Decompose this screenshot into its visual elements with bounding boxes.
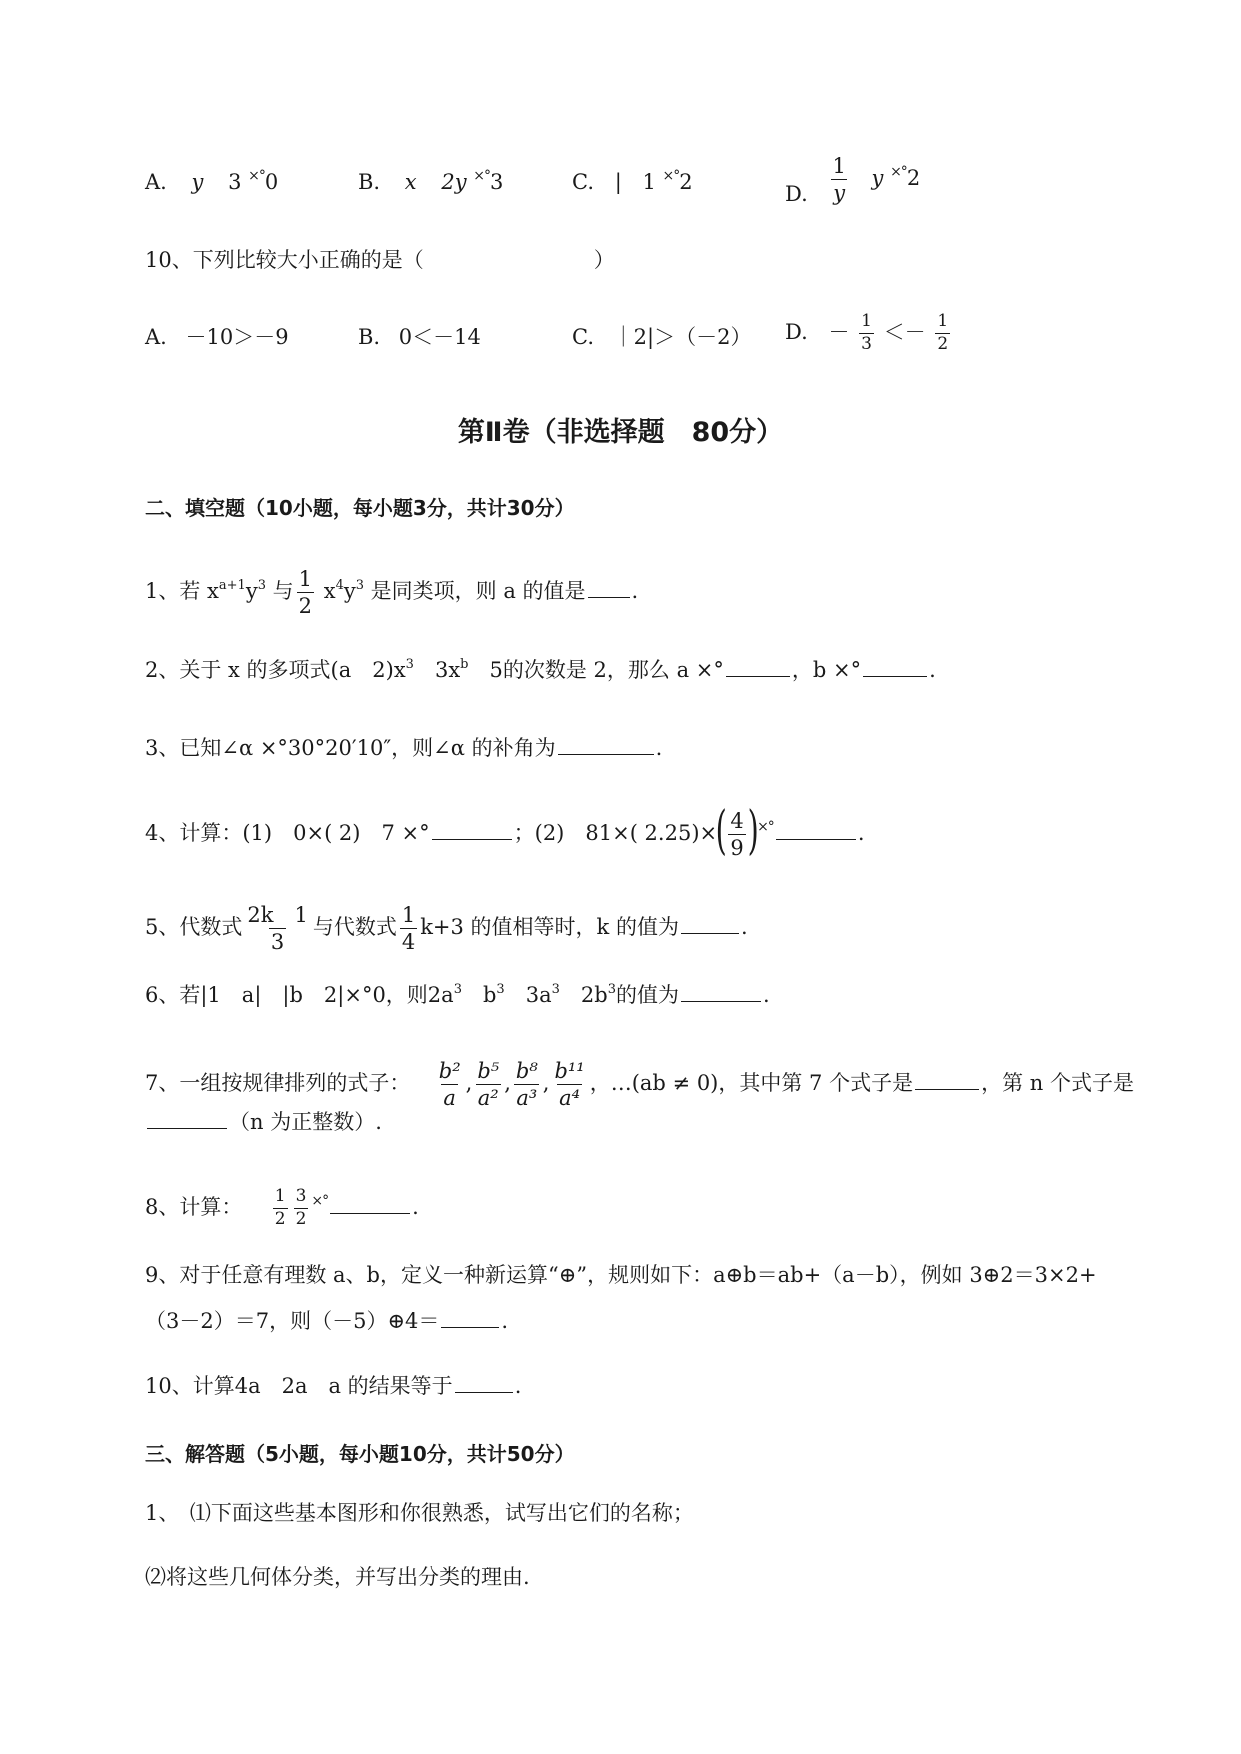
q10-option-b (358, 327, 481, 348)
option-text: － (828, 319, 850, 344)
fraction (514, 1060, 540, 1109)
left-paren: ( (715, 800, 727, 861)
superscript: 4 (335, 578, 344, 594)
fill-q5 (145, 904, 748, 953)
option-letter: A. (145, 325, 167, 349)
fraction-denominator: 2 (937, 333, 949, 354)
garbled-glyph: ×° (473, 168, 490, 184)
expr: y (871, 166, 884, 191)
superscript: 3 (496, 982, 505, 997)
expr: 0 (264, 170, 279, 194)
question-text: x (317, 579, 336, 604)
expr: 1 (642, 170, 656, 194)
superscript: 3 (453, 982, 462, 997)
answer-blank[interactable] (726, 658, 790, 677)
fraction (728, 810, 745, 859)
question-text: 8、计算： (145, 1194, 243, 1219)
fill-q7-line2 (145, 1110, 382, 1133)
fraction (273, 1188, 288, 1229)
expr: 2 (906, 166, 921, 191)
question-text: ，b ×° (791, 658, 862, 682)
question-text: 的值为 (615, 983, 679, 1007)
question-text: y (343, 579, 356, 604)
answer-blank[interactable] (588, 579, 630, 598)
question-text: 5的次数是 2，那么 a ×° (468, 658, 724, 682)
fraction-denominator: 2 (298, 594, 313, 619)
question-text: 10、计算4a 2a a 的结果等于 (145, 1374, 453, 1398)
question-text: . (857, 821, 865, 846)
q9-option-b (358, 168, 504, 194)
question-text: 是同类项，则 a 的值是 (364, 579, 586, 604)
question-text: 9、对于任意有理数 a、b，定义一种新运算“⊕”，规则如下：a⊕b＝ab+（a－b），例如 3⊕2＝3×2+ (145, 1263, 1097, 1287)
fill-q1 (145, 568, 638, 617)
answer-blank[interactable] (776, 821, 856, 840)
question-text: 4、计算：(1) 0×( 2) 7 ×° (145, 821, 430, 846)
question-text: ；(2) 81×( 2.25)× (513, 821, 718, 846)
answer-blank[interactable] (432, 821, 512, 840)
fraction (552, 1060, 586, 1109)
answer-blank[interactable] (681, 983, 761, 1002)
option-text: ＜－ (883, 319, 926, 344)
fraction (245, 904, 309, 953)
section3-heading: 三、解答题（5小题，每小题10分，共计50分） (145, 1442, 575, 1466)
option-letter: C. (572, 170, 594, 194)
superscript: a+1 (218, 578, 246, 594)
superscript: 3 (551, 982, 560, 997)
question-text: . (762, 983, 770, 1007)
fraction (437, 1060, 463, 1109)
question-text: . (655, 736, 663, 760)
fraction (859, 313, 874, 354)
fraction-denominator: y (833, 181, 846, 206)
answer-blank[interactable] (681, 915, 739, 934)
question-text: . (501, 1309, 509, 1333)
fraction-numerator: 3 (295, 1186, 307, 1206)
question-text: y (245, 579, 258, 604)
garbled-glyph: ×° (311, 1192, 329, 1209)
fraction (297, 568, 314, 617)
expr: 3 (489, 170, 504, 194)
option-letter: D. (785, 319, 808, 344)
question-text: . (631, 579, 639, 604)
option-letter: B. (358, 170, 381, 194)
fraction-numerator: b¹¹ (554, 1059, 585, 1083)
option-letter: B. (358, 325, 381, 349)
answer-blank[interactable] (330, 1195, 410, 1214)
q9-option-a (145, 168, 279, 194)
fraction (475, 1060, 501, 1109)
expr: 2 (679, 170, 693, 194)
option-text: －10＞－9 (185, 325, 289, 349)
question-text: . (740, 915, 748, 940)
question-text: b (461, 983, 497, 1007)
option-text: ｜2|＞（－2） (612, 325, 752, 349)
fill-q7: 7、一组按规律排列的式子： $\frac{\text{b²}}{a}$ , $\frac{\text{b⁵}}{\text{a²}}$ , $\frac{\text{b⁸}}{\text{a³}}$ , $\frac{\text{b¹¹}}{\text{a⁴}}$ ，…(ab ≠ 0)，其中第 7 个式子是 ，第 n 个式子是 (145, 1059, 1134, 1111)
fraction-numerator: b² (438, 1059, 461, 1083)
fraction-denominator: 4 (401, 930, 416, 955)
part2-title: 第Ⅱ卷（非选择题 80分） (457, 417, 784, 448)
fill-q3 (145, 736, 662, 759)
solve-q1-line1: 1、 ⑴下面这些基本图形和你很熟悉，试写出它们的名称； (145, 1501, 694, 1525)
fill-q2 (145, 658, 936, 681)
answer-blank[interactable] (441, 1309, 499, 1328)
question-text: 3a (504, 983, 552, 1007)
fraction (830, 155, 847, 204)
fill-q10 (145, 1374, 521, 1397)
superscript: b (460, 657, 469, 672)
q10-option-a (145, 327, 289, 348)
fraction-denominator: 2 (274, 1208, 286, 1229)
question-text: . (412, 1194, 419, 1219)
question-text: 与 (265, 579, 294, 604)
fraction-denominator: a² (477, 1086, 499, 1111)
superscript: 3 (355, 578, 364, 594)
question-text: （3－2）＝7，则（－5）⊕4＝ (145, 1309, 440, 1333)
fraction-denominator: a³ (516, 1086, 538, 1111)
question-text: 3、已知∠α ×°30°20′10″，则∠α 的补角为 (145, 736, 556, 760)
fraction-numerator: b⁸ (515, 1059, 538, 1083)
garbled-glyph: ×° (890, 164, 907, 181)
expr: 3 (228, 170, 242, 194)
fraction-numerator: 1 (401, 903, 416, 927)
expr: 2y (441, 170, 467, 194)
option-letter: C. (572, 325, 594, 349)
question-text: ，第 n 个式子是 (981, 1071, 1134, 1096)
expr: x (404, 170, 417, 194)
q10-option-c (572, 327, 751, 348)
solve-q1-line2: ⑵将这些几何体分类，并写出分类的理由. (145, 1565, 530, 1589)
question-text: 6、若|1 a| |b 2|×°0，则2a (145, 983, 454, 1007)
section2-heading: 二、填空题（10小题，每小题3分，共计30分） (145, 496, 575, 520)
fraction-numerator: 1 (861, 311, 872, 331)
fill-q9-line2 (145, 1309, 508, 1332)
question-text: 7、一组按规律排列的式子： (145, 1071, 411, 1096)
expr: y (191, 170, 204, 194)
fraction-numerator: 1 (274, 1186, 286, 1206)
expr: | (614, 170, 622, 194)
question-text: 2b (559, 983, 608, 1007)
fill-q9 (145, 1265, 1097, 1286)
fill-q6 (145, 983, 770, 1006)
answer-blank[interactable] (455, 1374, 513, 1393)
fraction-denominator: 2 (295, 1208, 307, 1229)
fraction (400, 904, 417, 953)
fill-q8 (145, 1188, 419, 1229)
garbled-glyph: ×° (662, 168, 680, 184)
fill-q4 (145, 800, 865, 861)
question-text: ） (593, 248, 615, 272)
garbled-glyph: ×° (757, 819, 774, 836)
question-text: k+3 的值相等时，k 的值为 (420, 915, 679, 940)
answer-blank[interactable] (558, 736, 654, 755)
q10-option-d (785, 313, 953, 354)
answer-blank[interactable] (147, 1110, 227, 1129)
fraction-denominator: 3 (270, 930, 285, 955)
question-text: 3x (413, 658, 461, 682)
question-text: 10、下列比较大小正确的是（ (145, 248, 424, 272)
option-text: 0＜－14 (398, 325, 481, 349)
fraction-numerator: 1 (937, 311, 949, 331)
fraction-denominator: 9 (730, 836, 744, 861)
q10-stem (145, 250, 615, 271)
q9-option-c (572, 168, 693, 194)
fraction (294, 1188, 309, 1229)
fraction (935, 313, 950, 354)
fraction-denominator: a (443, 1086, 456, 1111)
fraction-denominator: 3 (861, 333, 872, 354)
question-text: 1、若 x (145, 579, 219, 604)
question-text: 与代数式 (312, 915, 397, 940)
option-letter: D. (785, 182, 808, 207)
superscript: 3 (607, 982, 616, 997)
question-text: ，…(ab ≠ 0)，其中第 7 个式子是 (589, 1071, 914, 1096)
question-text: 5、代数式 (145, 915, 243, 940)
superscript: 3 (405, 657, 414, 672)
question-text: . (929, 658, 936, 682)
question-text: . (514, 1374, 522, 1398)
answer-blank[interactable] (863, 658, 927, 677)
fraction-denominator: a⁴ (559, 1086, 581, 1111)
fraction-numerator: b⁵ (477, 1059, 500, 1083)
q9-option-d (785, 154, 921, 207)
question-text: （n 为正整数）. (229, 1110, 382, 1134)
garbled-glyph: ×° (248, 168, 265, 184)
fraction-numerator: 1 (832, 154, 846, 178)
right-paren: ) (747, 800, 759, 861)
answer-blank[interactable] (915, 1071, 979, 1090)
option-letter: A. (145, 170, 167, 194)
fraction-numerator: 1 (298, 567, 313, 591)
fraction-numerator: 2k 1 (247, 903, 308, 927)
superscript: 3 (257, 578, 266, 594)
fraction-numerator: 4 (730, 809, 744, 833)
question-text: 2、关于 x 的多项式(a 2)x (145, 658, 406, 682)
